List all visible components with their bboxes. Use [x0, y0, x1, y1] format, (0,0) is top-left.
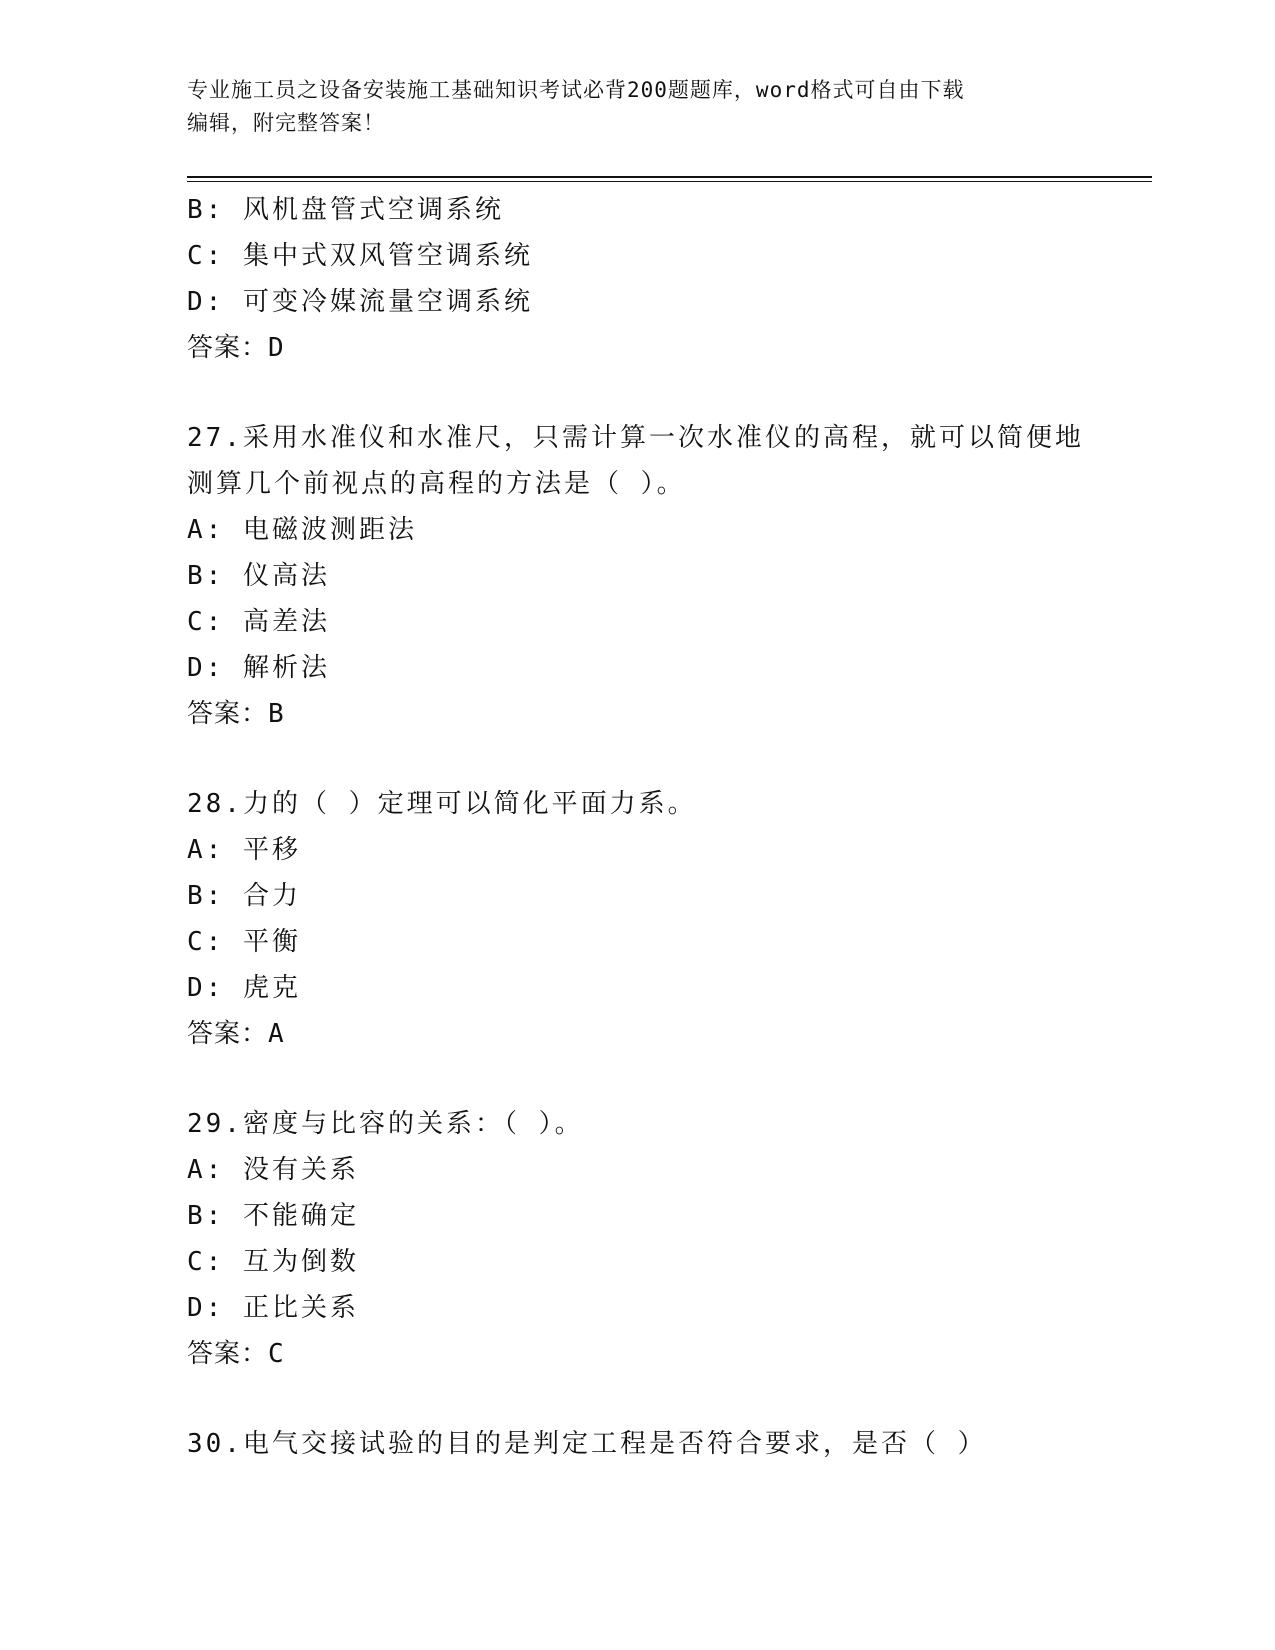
header-divider-thin: [187, 181, 1152, 182]
question-list: [187, 187, 1087, 1467]
question-26-partial: [187, 187, 1087, 371]
question-stem: 27.采用水准仪和水准尺，只需计算一次水准仪的高程，就可以简便地: [187, 423, 1084, 453]
option-c: C: 高差法: [187, 607, 330, 637]
option-a: A: 平移: [187, 835, 301, 865]
option-d: D: 解析法: [187, 653, 330, 683]
question-28: [187, 781, 1087, 1057]
question-30: [187, 1421, 1087, 1467]
option-c: C: 集中式双风管空调系统: [187, 241, 533, 271]
answer-line: 答案：A: [187, 1019, 285, 1049]
option-c: C: 互为倒数: [187, 1247, 359, 1277]
option-d: D: 正比关系: [187, 1293, 359, 1323]
option-d: D: 可变冷媒流量空调系统: [187, 287, 533, 317]
answer-line: 答案：D: [187, 333, 285, 363]
question-stem: 28.力的（ ）定理可以简化平面力系。: [187, 789, 697, 819]
question-27: [187, 415, 1087, 737]
answer-line: 答案：C: [187, 1339, 285, 1369]
header-title-line-2: 编辑，附完整答案！: [187, 111, 385, 135]
option-b: B: 风机盘管式空调系统: [187, 195, 504, 225]
header-divider-thick: [187, 176, 1152, 178]
option-d: D: 虎克: [187, 973, 301, 1003]
option-b: B: 仪高法: [187, 561, 330, 591]
question-29: [187, 1101, 1087, 1377]
answer-line: 答案：B: [187, 699, 285, 729]
question-stem: 30.电气交接试验的目的是判定工程是否符合要求，是否（ ）: [187, 1429, 987, 1459]
option-b: B: 不能确定: [187, 1201, 359, 1231]
option-a: A: 没有关系: [187, 1155, 359, 1185]
question-stem: 29.密度与比容的关系：（ ）。: [187, 1109, 584, 1139]
option-a: A: 电磁波测距法: [187, 515, 417, 545]
option-b: B: 合力: [187, 881, 301, 911]
document-header: [187, 74, 1077, 140]
option-c: C: 平衡: [187, 927, 301, 957]
header-title-line-1: 专业施工员之设备安装施工基础知识考试必背200题题库，word格式可自由下载: [187, 78, 965, 102]
question-stem-continued: 测算几个前视点的高程的方法是（ ）。: [187, 469, 686, 499]
